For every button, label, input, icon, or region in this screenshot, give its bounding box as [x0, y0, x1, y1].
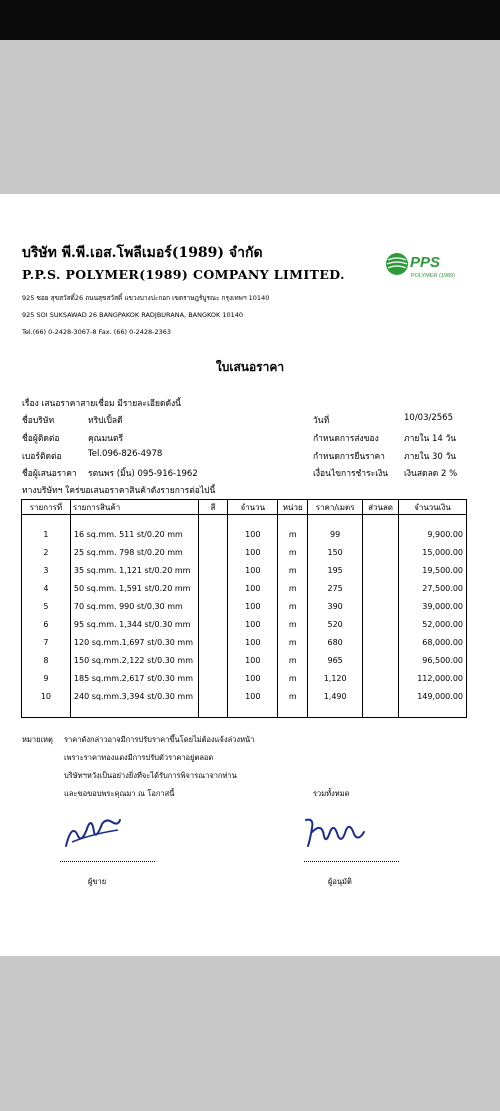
header-qty: จำนวน — [228, 500, 278, 515]
cell-unit: m — [278, 633, 308, 651]
field-value-payment: เงินสดลด 2 % — [404, 469, 458, 479]
total-label: รวมทั้งหมด — [313, 789, 350, 798]
cell-price: 1,490 — [308, 687, 363, 705]
cell-discount — [363, 687, 399, 705]
header-price: ราคา/เมตร — [308, 500, 363, 515]
table-row — [22, 543, 467, 561]
seller-signature-line — [60, 861, 155, 862]
seller-label: ผู้ขาย — [88, 877, 107, 886]
cell-qty: 100 — [228, 669, 278, 687]
field-value-company: ทริปเปิ้ลดี — [88, 416, 123, 426]
cell-discount — [363, 525, 399, 543]
header-discount: ส่วนลด — [363, 500, 399, 515]
cell-qty: 100 — [228, 687, 278, 705]
cell-discount — [363, 597, 399, 615]
field-label-payment: เงื่อนไขการชำระเงิน — [313, 469, 389, 479]
cell-price: 99 — [308, 525, 363, 543]
cell-item: 16 sq.mm. 511 st/0.20 mm — [70, 525, 198, 543]
header-color: สี — [198, 500, 228, 515]
cell-price: 1,120 — [308, 669, 363, 687]
company-address-thai: 925 ซอย สุขสวัสดิ์26 ถนนสุขสวัสดิ์ แขวงบางปะกอก เขตราษฎร์บูรณะ กรุงเทพฯ 10140 — [22, 294, 270, 302]
approver-label: ผู้อนุมัติ — [328, 877, 352, 886]
cell-color — [198, 543, 228, 561]
cell-discount — [363, 651, 399, 669]
cell-qty: 100 — [228, 579, 278, 597]
cell-item: 150 sq.mm.2,122 st/0.30 mm — [70, 651, 198, 669]
cell-color — [198, 561, 228, 579]
quotation-document — [0, 194, 500, 956]
cell-unit: m — [278, 687, 308, 705]
table-row — [22, 633, 467, 651]
table-spacer-row — [22, 515, 467, 526]
table-row — [22, 579, 467, 597]
cell-color — [198, 525, 228, 543]
field-label-date: วันที่ — [313, 416, 330, 426]
table-row — [22, 669, 467, 687]
cell-no: 1 — [22, 525, 71, 543]
field-value-phone: Tel.096-826-4978 — [88, 449, 163, 459]
cell-price: 390 — [308, 597, 363, 615]
table-header-row — [22, 500, 467, 515]
subject-line: เรื่อง เสนอราคาสายเชื่อม มีรายละเอียดดังนี้ — [22, 399, 181, 409]
cell-amount: 149,000.00 — [399, 687, 467, 705]
logo-text: PPS — [410, 254, 441, 271]
company-address-english: 925 SOI SUKSAWAD 26 BANGPAKOK RADJBURANA, BANGKOK 10140 — [22, 311, 244, 319]
cell-amount: 9,900.00 — [399, 525, 467, 543]
company-logo — [384, 248, 464, 282]
field-value-contact: คุณมนตรี — [88, 434, 124, 444]
field-value-validity: ภายใน 30 วัน — [404, 452, 457, 462]
table-row — [22, 525, 467, 543]
cell-unit: m — [278, 561, 308, 579]
cell-unit: m — [278, 543, 308, 561]
cell-unit: m — [278, 597, 308, 615]
status-bar — [0, 0, 500, 40]
cell-item: 240 sq.mm.3,394 st/0.30 mm — [70, 687, 198, 705]
field-label-company: ชื่อบริษัท — [22, 416, 55, 426]
cell-qty: 100 — [228, 633, 278, 651]
cell-amount: 68,000.00 — [399, 633, 467, 651]
cell-amount: 15,000.00 — [399, 543, 467, 561]
cell-unit: m — [278, 525, 308, 543]
header-item: รายการสินค้า — [70, 500, 198, 515]
cell-item: 185 sq.mm.2,617 st/0.30 mm — [70, 669, 198, 687]
cell-amount: 19,500.00 — [399, 561, 467, 579]
field-value-date: 10/03/2565 — [404, 413, 453, 423]
cell-discount — [363, 543, 399, 561]
cell-price: 275 — [308, 579, 363, 597]
cell-unit: m — [278, 651, 308, 669]
company-phone: Tel.(66) 0-2428-3067-8 Fax. (66) 0-2428-2363 — [22, 328, 172, 336]
table-row — [22, 687, 467, 705]
cell-qty: 100 — [228, 615, 278, 633]
company-name-thai: บริษัท พี.พี.เอส.โพลีเมอร์(1989) จำกัด — [22, 245, 263, 261]
cell-amount: 27,500.00 — [399, 579, 467, 597]
cell-discount — [363, 633, 399, 651]
cell-no: 9 — [22, 669, 71, 687]
cell-price: 520 — [308, 615, 363, 633]
cell-color — [198, 669, 228, 687]
cell-amount: 112,000.00 — [399, 669, 467, 687]
cell-item: 50 sq.mm. 1,591 st/0.20 mm — [70, 579, 198, 597]
cell-unit: m — [278, 615, 308, 633]
field-label-phone: เบอร์ติดต่อ — [22, 452, 62, 462]
cell-no: 8 — [22, 651, 71, 669]
field-value-quoter: รตนพร (มิ้น) 095-916-1962 — [88, 469, 198, 479]
cell-item: 95 sq.mm. 1,344 st/0.30 mm — [70, 615, 198, 633]
cell-item: 25 sq.mm. 798 st/0.20 mm — [70, 543, 198, 561]
table-end-row — [22, 705, 467, 718]
cell-color — [198, 597, 228, 615]
cell-color — [198, 687, 228, 705]
cell-qty: 100 — [228, 651, 278, 669]
cell-no: 2 — [22, 543, 71, 561]
cell-item: 120 sq.mm.1,697 st/0.30 mm — [70, 633, 198, 651]
cell-unit: m — [278, 669, 308, 687]
table-row — [22, 561, 467, 579]
cell-no: 10 — [22, 687, 71, 705]
table-row — [22, 615, 467, 633]
intro-text: ทางบริษัทฯ ใคร่ขอเสนอราคาสินค้าดังรายการต่อไปนี้ — [22, 486, 216, 496]
cell-unit: m — [278, 579, 308, 597]
document-title: ใบเสนอราคา — [215, 360, 285, 374]
cell-color — [198, 633, 228, 651]
cell-qty: 100 — [228, 561, 278, 579]
field-label-validity: กำหนดการยืนราคา — [313, 452, 385, 462]
cell-item: 35 sq.mm. 1,121 st/0.20 mm — [70, 561, 198, 579]
approver-signature-line — [304, 861, 399, 862]
cell-color — [198, 579, 228, 597]
cell-amount: 52,000.00 — [399, 615, 467, 633]
header-unit: หน่วย — [278, 500, 308, 515]
cell-price: 965 — [308, 651, 363, 669]
cell-price: 150 — [308, 543, 363, 561]
field-label-delivery: กำหนดการส่งของ — [313, 434, 379, 444]
cell-item: 70 sq.mm. 990 st/0.30 mm — [70, 597, 198, 615]
cell-price: 195 — [308, 561, 363, 579]
notes-label: หมายเหตุ — [22, 735, 53, 744]
logo-subtext: POLYMER (1989) — [411, 273, 455, 279]
seller-signature — [62, 812, 124, 856]
items-table — [21, 499, 467, 718]
header-no: รายการที่ — [22, 500, 71, 515]
field-label-contact: ชื่อผู้ติดต่อ — [22, 434, 60, 444]
table-row — [22, 651, 467, 669]
cell-color — [198, 651, 228, 669]
company-name-english: P.P.S. POLYMER(1989) COMPANY LIMITED. — [22, 267, 345, 282]
note-line-1: ราคาดังกล่าวอาจมีการปรับราคาขึ้นโดยไม่ต้องแจ้งล่วงหน้า — [64, 735, 255, 744]
cell-qty: 100 — [228, 525, 278, 543]
cell-no: 4 — [22, 579, 71, 597]
field-label-quoter: ชื่อผู้เสนอราคา — [22, 469, 77, 479]
bottom-background — [0, 956, 500, 1111]
cell-color — [198, 615, 228, 633]
cell-no: 6 — [22, 615, 71, 633]
cell-discount — [363, 561, 399, 579]
cell-qty: 100 — [228, 597, 278, 615]
approver-signature — [300, 814, 372, 854]
cell-qty: 100 — [228, 543, 278, 561]
header-amount: จำนวนเงิน — [399, 500, 467, 515]
cell-no: 7 — [22, 633, 71, 651]
note-line-3: บริษัทฯหวังเป็นอย่างยิ่งที่จะได้รับการพิจารณาจากท่าน — [64, 771, 237, 780]
field-value-delivery: ภายใน 14 วัน — [404, 434, 457, 444]
cell-discount — [363, 615, 399, 633]
cell-discount — [363, 669, 399, 687]
cell-discount — [363, 579, 399, 597]
cell-amount: 39,000.00 — [399, 597, 467, 615]
table-row — [22, 597, 467, 615]
cell-amount: 96,500.00 — [399, 651, 467, 669]
cell-no: 5 — [22, 597, 71, 615]
cell-price: 680 — [308, 633, 363, 651]
note-line-4: และขอขอบพระคุณมา ณ โอกาสนี้ — [64, 789, 175, 798]
cell-no: 3 — [22, 561, 71, 579]
note-line-2: เพราะราคาทองแดงมีการปรับตัวราคาอยู่ตลอด — [64, 753, 214, 762]
